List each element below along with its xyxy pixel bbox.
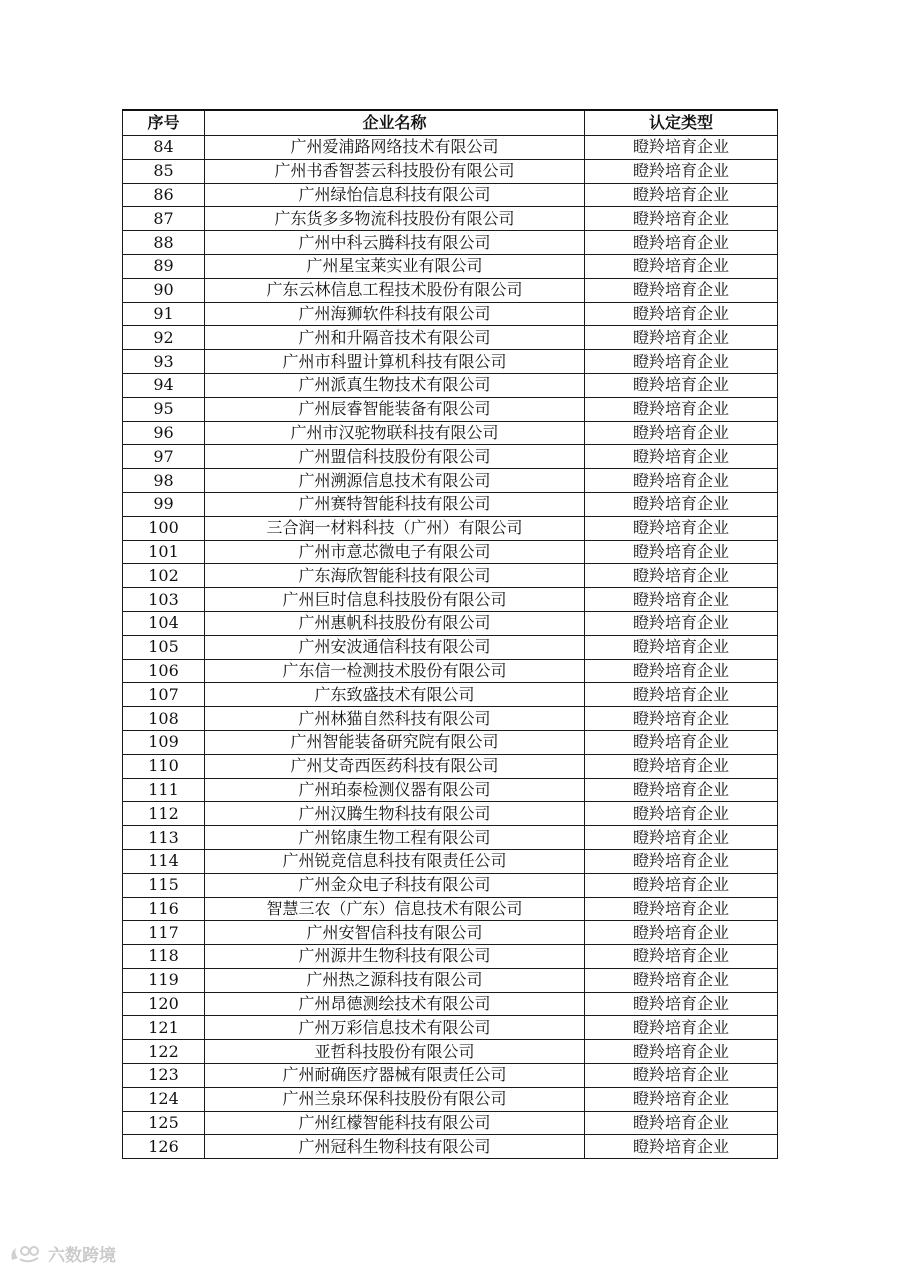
cell-index: 107 (123, 683, 205, 707)
cell-company-name: 三合润一材料科技（广州）有限公司 (205, 516, 585, 540)
cell-company-name: 广东信一检测技术股份有限公司 (205, 659, 585, 683)
cell-certification-type: 瞪羚培育企业 (585, 397, 778, 421)
cell-index: 120 (123, 992, 205, 1016)
cell-certification-type: 瞪羚培育企业 (585, 278, 778, 302)
cell-company-name: 广州铭康生物工程有限公司 (205, 826, 585, 850)
table-row (123, 968, 778, 992)
table-row (123, 326, 778, 350)
table-row (123, 778, 778, 802)
cell-certification-type: 瞪羚培育企业 (585, 540, 778, 564)
watermark-text: 六数跨境 (48, 1245, 116, 1266)
table-row (123, 802, 778, 826)
cell-index: 119 (123, 968, 205, 992)
table-row (123, 588, 778, 612)
cell-certification-type: 瞪羚培育企业 (585, 707, 778, 731)
cell-index: 108 (123, 707, 205, 731)
cell-company-name: 广州冠科生物科技有限公司 (205, 1135, 585, 1159)
cell-certification-type: 瞪羚培育企业 (585, 183, 778, 207)
cell-certification-type: 瞪羚培育企业 (585, 564, 778, 588)
cell-index: 122 (123, 1040, 205, 1064)
table-row (123, 350, 778, 374)
table-row (123, 1111, 778, 1135)
table-row (123, 159, 778, 183)
cell-index: 100 (123, 516, 205, 540)
cell-certification-type: 瞪羚培育企业 (585, 254, 778, 278)
cell-index: 94 (123, 373, 205, 397)
cell-certification-type: 瞪羚培育企业 (585, 326, 778, 350)
cell-company-name: 广州海狮软件科技有限公司 (205, 302, 585, 326)
cell-certification-type: 瞪羚培育企业 (585, 873, 778, 897)
cell-index: 97 (123, 445, 205, 469)
cell-index: 110 (123, 754, 205, 778)
cell-company-name: 广州中科云腾科技有限公司 (205, 231, 585, 255)
cell-company-name: 广州和升隔音技术有限公司 (205, 326, 585, 350)
table-row (123, 540, 778, 564)
header-company-name: 企业名称 (205, 110, 585, 136)
cell-certification-type: 瞪羚培育企业 (585, 778, 778, 802)
cell-index: 115 (123, 873, 205, 897)
cell-index: 121 (123, 1016, 205, 1040)
table-row (123, 1040, 778, 1064)
cell-certification-type: 瞪羚培育企业 (585, 445, 778, 469)
cell-company-name: 广州安波通信科技有限公司 (205, 635, 585, 659)
header-index: 序号 (123, 110, 205, 136)
table-row (123, 1016, 778, 1040)
table-row (123, 992, 778, 1016)
cell-certification-type: 瞪羚培育企业 (585, 159, 778, 183)
cell-index: 103 (123, 588, 205, 612)
cell-company-name: 广州万彩信息技术有限公司 (205, 1016, 585, 1040)
cell-company-name: 广州珀泰检测仪器有限公司 (205, 778, 585, 802)
cell-index: 116 (123, 897, 205, 921)
cell-company-name: 广州书香智荟云科技股份有限公司 (205, 159, 585, 183)
cell-index: 113 (123, 826, 205, 850)
cell-company-name: 广州市汉驼物联科技有限公司 (205, 421, 585, 445)
table-row (123, 826, 778, 850)
table-row (123, 254, 778, 278)
table-row (123, 1135, 778, 1159)
cell-index: 85 (123, 159, 205, 183)
cell-index: 87 (123, 207, 205, 231)
cell-index: 123 (123, 1064, 205, 1088)
cell-company-name: 广州市意芯微电子有限公司 (205, 540, 585, 564)
cell-certification-type: 瞪羚培育企业 (585, 968, 778, 992)
cell-company-name: 广州汉腾生物科技有限公司 (205, 802, 585, 826)
cell-company-name: 亚哲科技股份有限公司 (205, 1040, 585, 1064)
table-body (123, 136, 778, 1159)
cell-index: 91 (123, 302, 205, 326)
cell-certification-type: 瞪羚培育企业 (585, 1040, 778, 1064)
cell-company-name: 广东货多多物流科技股份有限公司 (205, 207, 585, 231)
cell-company-name: 广州艾奇西医药科技有限公司 (205, 754, 585, 778)
table-row (123, 516, 778, 540)
cell-index: 124 (123, 1087, 205, 1111)
cell-index: 88 (123, 231, 205, 255)
cell-certification-type: 瞪羚培育企业 (585, 635, 778, 659)
cell-index: 89 (123, 254, 205, 278)
cell-company-name: 广州派真生物技术有限公司 (205, 373, 585, 397)
cell-company-name: 广州巨时信息科技股份有限公司 (205, 588, 585, 612)
cell-index: 92 (123, 326, 205, 350)
cell-certification-type: 瞪羚培育企业 (585, 849, 778, 873)
cell-index: 101 (123, 540, 205, 564)
cell-certification-type: 瞪羚培育企业 (585, 231, 778, 255)
table-row (123, 921, 778, 945)
table-row (123, 492, 778, 516)
table-row (123, 754, 778, 778)
cell-index: 90 (123, 278, 205, 302)
table-row (123, 207, 778, 231)
cell-certification-type: 瞪羚培育企业 (585, 683, 778, 707)
cell-company-name: 广州林猫自然科技有限公司 (205, 707, 585, 731)
cell-company-name: 广州智能装备研究院有限公司 (205, 730, 585, 754)
cell-company-name: 广东云林信息工程技术股份有限公司 (205, 278, 585, 302)
table-row (123, 421, 778, 445)
cell-certification-type: 瞪羚培育企业 (585, 492, 778, 516)
cell-certification-type: 瞪羚培育企业 (585, 1111, 778, 1135)
cell-certification-type: 瞪羚培育企业 (585, 1064, 778, 1088)
cell-company-name: 广州盟信科技股份有限公司 (205, 445, 585, 469)
cell-company-name: 广州绿怡信息科技有限公司 (205, 183, 585, 207)
cell-company-name: 广州源井生物科技有限公司 (205, 945, 585, 969)
cell-company-name: 广州市科盟计算机科技有限公司 (205, 350, 585, 374)
cell-company-name: 广州耐确医疗器械有限责任公司 (205, 1064, 585, 1088)
table-row (123, 469, 778, 493)
cell-index: 95 (123, 397, 205, 421)
cell-company-name: 广东致盛技术有限公司 (205, 683, 585, 707)
cell-company-name: 广州溯源信息技术有限公司 (205, 469, 585, 493)
cell-certification-type: 瞪羚培育企业 (585, 421, 778, 445)
cell-company-name: 广州爱浦路网络技术有限公司 (205, 136, 585, 160)
table-header-row (123, 110, 778, 136)
cell-company-name: 广东海欣智能科技有限公司 (205, 564, 585, 588)
enterprise-table (122, 109, 778, 1159)
cell-index: 104 (123, 611, 205, 635)
cell-index: 99 (123, 492, 205, 516)
table-row (123, 302, 778, 326)
cell-company-name: 广州金众电子科技有限公司 (205, 873, 585, 897)
cell-certification-type: 瞪羚培育企业 (585, 945, 778, 969)
brand-logo-icon (8, 1242, 42, 1264)
cell-certification-type: 瞪羚培育企业 (585, 897, 778, 921)
cell-certification-type: 瞪羚培育企业 (585, 207, 778, 231)
cell-index: 125 (123, 1111, 205, 1135)
cell-index: 109 (123, 730, 205, 754)
cell-certification-type: 瞪羚培育企业 (585, 754, 778, 778)
table-row (123, 278, 778, 302)
table-row (123, 635, 778, 659)
cell-certification-type: 瞪羚培育企业 (585, 659, 778, 683)
cell-certification-type: 瞪羚培育企业 (585, 469, 778, 493)
watermark (8, 1238, 116, 1268)
cell-index: 117 (123, 921, 205, 945)
cell-certification-type: 瞪羚培育企业 (585, 588, 778, 612)
table-row (123, 231, 778, 255)
table-row (123, 659, 778, 683)
table-row (123, 945, 778, 969)
table-row (123, 183, 778, 207)
cell-index: 106 (123, 659, 205, 683)
cell-certification-type: 瞪羚培育企业 (585, 802, 778, 826)
cell-company-name: 广州星宝莱实业有限公司 (205, 254, 585, 278)
cell-index: 114 (123, 849, 205, 873)
table-row (123, 707, 778, 731)
cell-certification-type: 瞪羚培育企业 (585, 611, 778, 635)
table-row (123, 136, 778, 160)
table-row (123, 1087, 778, 1111)
cell-certification-type: 瞪羚培育企业 (585, 992, 778, 1016)
cell-index: 111 (123, 778, 205, 802)
table-row (123, 445, 778, 469)
table-row (123, 897, 778, 921)
cell-index: 93 (123, 350, 205, 374)
cell-company-name: 广州安智信科技有限公司 (205, 921, 585, 945)
cell-company-name: 广州辰睿智能装备有限公司 (205, 397, 585, 421)
cell-company-name: 广州热之源科技有限公司 (205, 968, 585, 992)
cell-index: 84 (123, 136, 205, 160)
table-row (123, 873, 778, 897)
cell-certification-type: 瞪羚培育企业 (585, 373, 778, 397)
cell-index: 126 (123, 1135, 205, 1159)
cell-company-name: 广州赛特智能科技有限公司 (205, 492, 585, 516)
cell-certification-type: 瞪羚培育企业 (585, 1087, 778, 1111)
table-row (123, 397, 778, 421)
cell-company-name: 广州红檬智能科技有限公司 (205, 1111, 585, 1135)
header-certification-type: 认定类型 (585, 110, 778, 136)
cell-index: 102 (123, 564, 205, 588)
cell-certification-type: 瞪羚培育企业 (585, 1135, 778, 1159)
table-row (123, 730, 778, 754)
table-row (123, 1064, 778, 1088)
cell-certification-type: 瞪羚培育企业 (585, 516, 778, 540)
cell-index: 112 (123, 802, 205, 826)
table-row (123, 611, 778, 635)
cell-index: 96 (123, 421, 205, 445)
table-row (123, 683, 778, 707)
cell-index: 98 (123, 469, 205, 493)
cell-certification-type: 瞪羚培育企业 (585, 136, 778, 160)
table-row (123, 849, 778, 873)
cell-certification-type: 瞪羚培育企业 (585, 826, 778, 850)
cell-company-name: 广州昂德测绘技术有限公司 (205, 992, 585, 1016)
table-row (123, 564, 778, 588)
cell-index: 105 (123, 635, 205, 659)
cell-certification-type: 瞪羚培育企业 (585, 302, 778, 326)
cell-company-name: 智慧三农（广东）信息技术有限公司 (205, 897, 585, 921)
cell-certification-type: 瞪羚培育企业 (585, 730, 778, 754)
cell-company-name: 广州锐竞信息科技有限责任公司 (205, 849, 585, 873)
cell-index: 86 (123, 183, 205, 207)
table-row (123, 373, 778, 397)
cell-company-name: 广州惠帆科技股份有限公司 (205, 611, 585, 635)
cell-index: 118 (123, 945, 205, 969)
cell-certification-type: 瞪羚培育企业 (585, 350, 778, 374)
cell-certification-type: 瞪羚培育企业 (585, 921, 778, 945)
cell-company-name: 广州兰泉环保科技股份有限公司 (205, 1087, 585, 1111)
cell-certification-type: 瞪羚培育企业 (585, 1016, 778, 1040)
